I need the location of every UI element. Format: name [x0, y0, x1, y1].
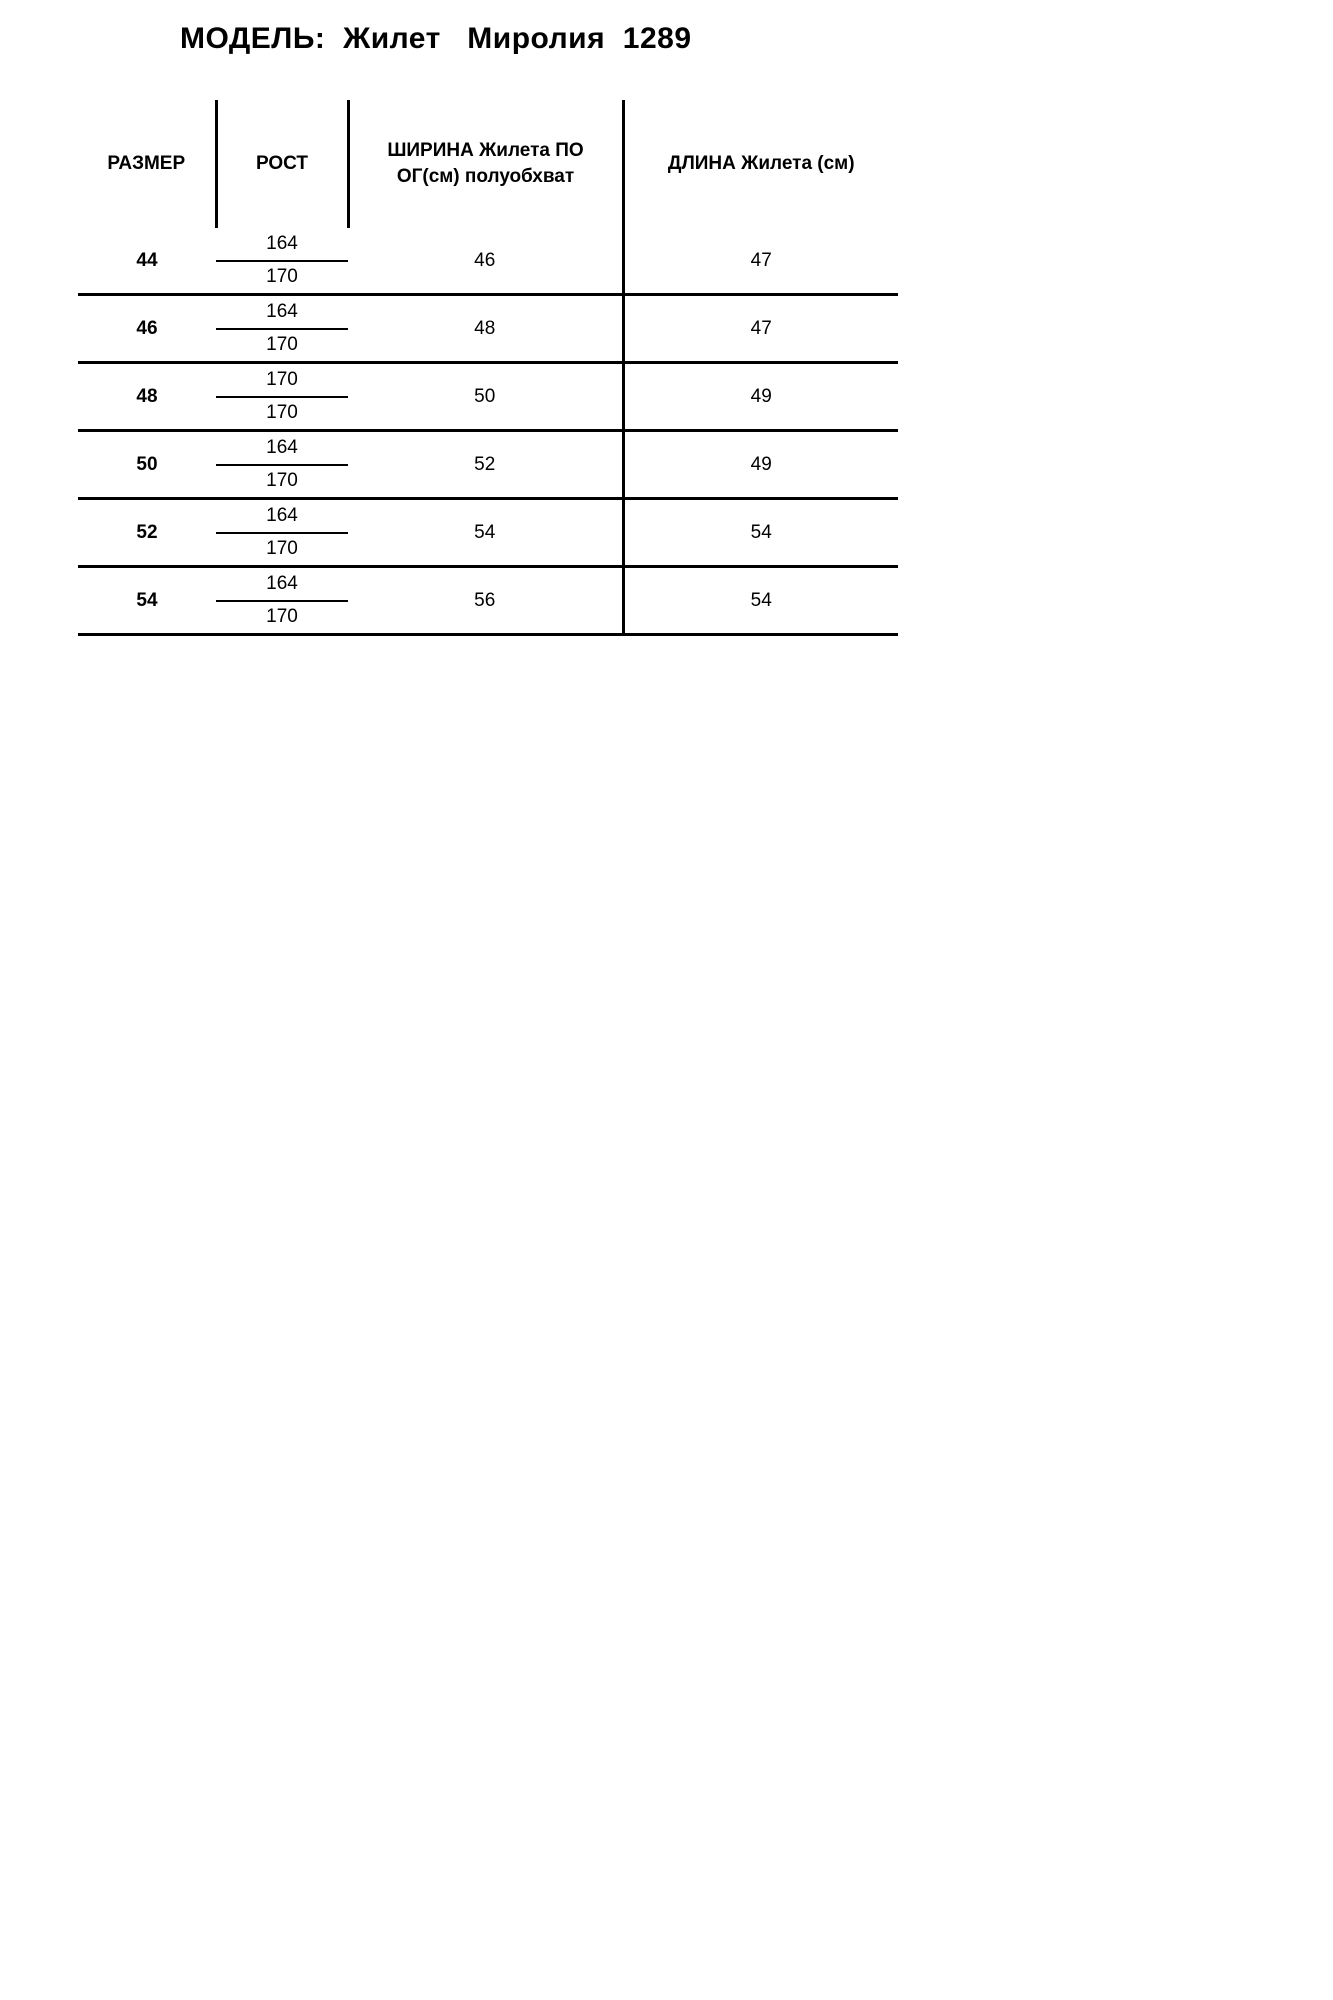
size-table	[78, 100, 898, 633]
table-bottom-rule	[78, 633, 898, 636]
cell-size: 48	[136, 385, 158, 407]
column-header-length-label: ДЛИНА Жилета (см)	[667, 153, 855, 175]
cell-width: 54	[348, 499, 623, 567]
table-row	[78, 567, 898, 601]
cell-height: 170	[266, 538, 298, 560]
table-row	[78, 499, 898, 533]
cell-height: 164	[216, 567, 348, 601]
size-table-container	[78, 100, 898, 633]
table-body	[78, 228, 898, 633]
cell-size: 46	[136, 317, 158, 339]
column-header-height	[216, 100, 348, 228]
cell-width: 46	[348, 228, 623, 295]
cell-height: 170	[266, 266, 298, 288]
table-header-row	[78, 100, 898, 228]
cell-height: 164	[216, 499, 348, 533]
column-header-length	[623, 100, 898, 228]
cell-height: 164	[216, 228, 348, 261]
cell-size: 44	[136, 249, 158, 271]
cell-size: 50	[136, 453, 158, 475]
cell-width: 50	[348, 363, 623, 431]
column-header-width-label: ШИРИНА Жилета ПО ОГ(см) полуобхват	[387, 140, 584, 187]
cell-width: 52	[348, 431, 623, 499]
table-row	[78, 363, 898, 397]
cell-length: 49	[750, 453, 772, 475]
column-header-size	[78, 100, 216, 228]
cell-length: 47	[750, 249, 772, 271]
cell-height: 170	[266, 470, 298, 492]
table-row	[78, 228, 898, 261]
cell-size: 52	[136, 521, 158, 543]
cell-height: 170	[266, 334, 298, 356]
cell-width: 48	[348, 295, 623, 363]
table-row	[78, 295, 898, 329]
cell-length: 49	[750, 385, 772, 407]
cell-height: 164	[216, 295, 348, 329]
page-title: МОДЕЛЬ: Жилет Миролия 1289	[180, 22, 692, 55]
cell-height: 170	[216, 363, 348, 397]
column-header-width	[348, 100, 623, 228]
cell-length: 47	[750, 317, 772, 339]
cell-height: 170	[266, 402, 298, 424]
cell-height: 164	[216, 431, 348, 465]
cell-width: 56	[348, 567, 623, 634]
cell-height: 170	[266, 606, 298, 628]
cell-size: 54	[136, 589, 158, 611]
cell-length: 54	[750, 521, 772, 543]
column-header-size-label: РАЗМЕР	[107, 153, 186, 175]
table-row	[78, 431, 898, 465]
column-header-height-label: РОСТ	[255, 153, 309, 175]
cell-length: 54	[750, 589, 772, 611]
